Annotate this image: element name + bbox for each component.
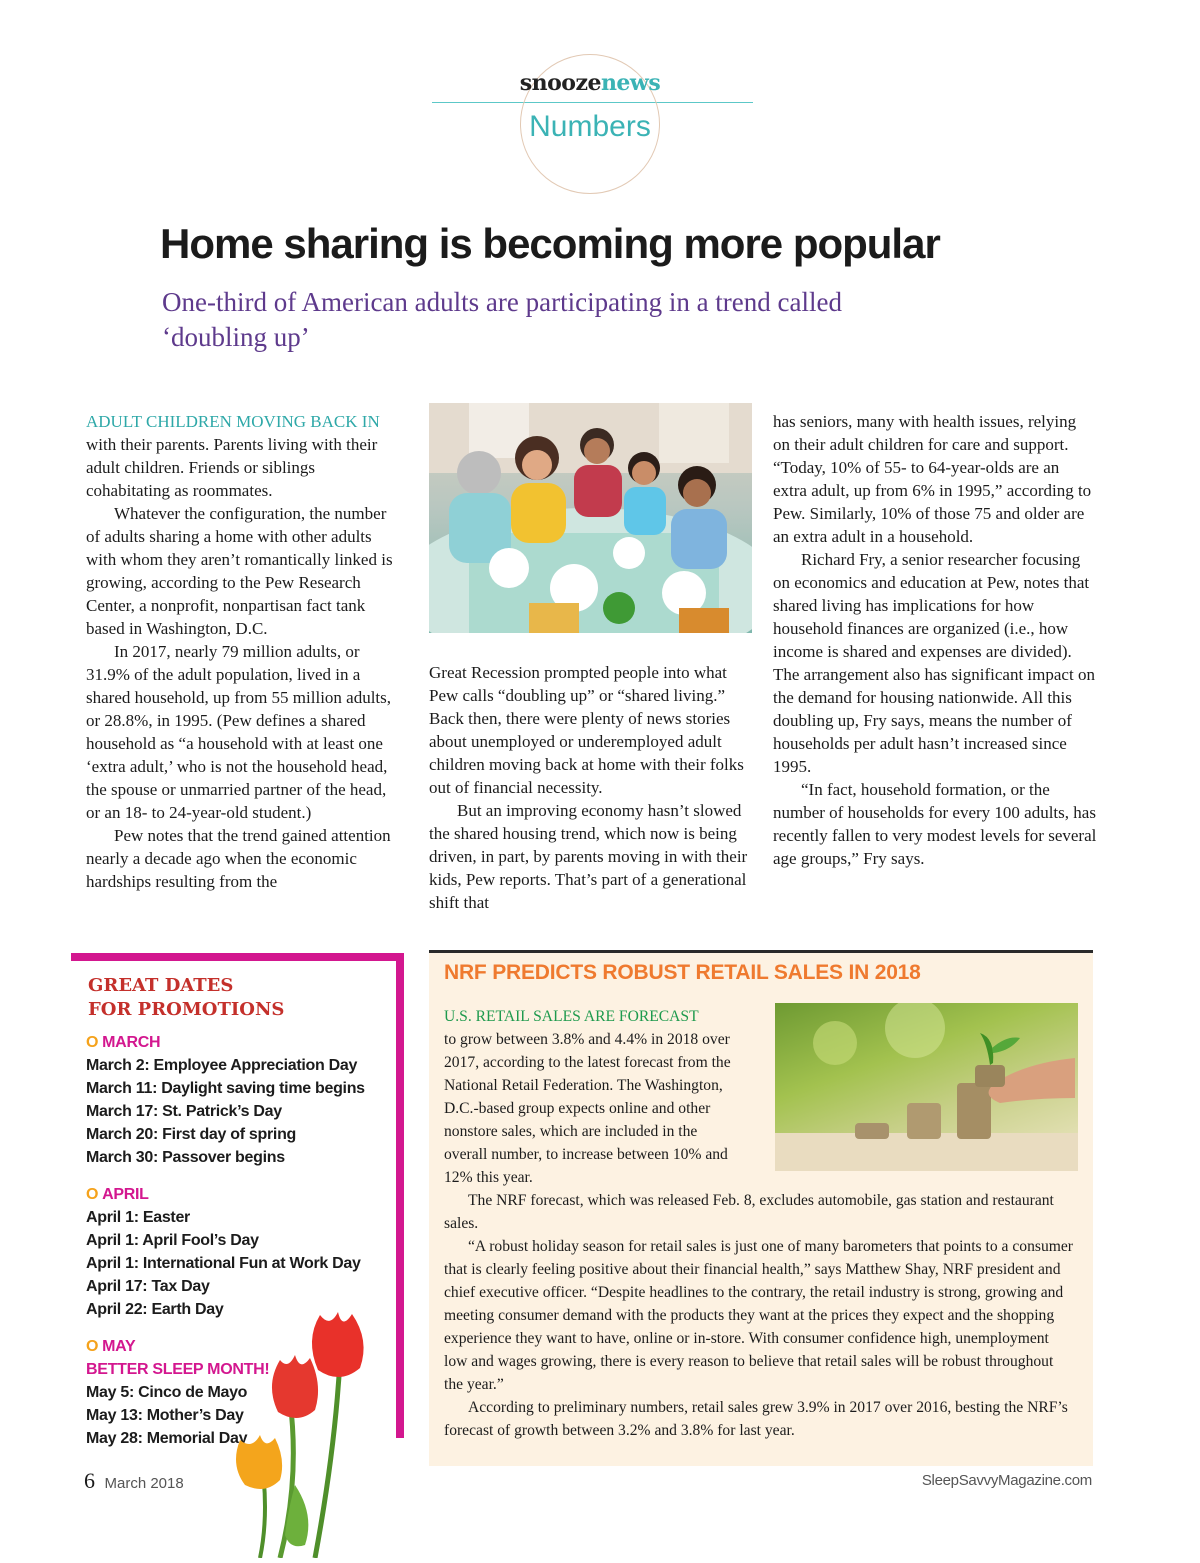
section-title: Numbers bbox=[529, 110, 651, 143]
brand-name-part1: snooze bbox=[519, 70, 601, 96]
paragraph: “In fact, household formation, or the number of households for every 100 adults, has recently fallen to very modest levels for several age groups,” Fry says. bbox=[773, 780, 1097, 868]
nrf-lead-in: U.S. RETAIL SALES ARE FORECAST bbox=[444, 1008, 699, 1025]
article-column-1 bbox=[86, 410, 398, 893]
list-item: April 22: Earth Day bbox=[86, 1301, 224, 1318]
list-item: April 1: International Fun at Work Day bbox=[86, 1255, 361, 1272]
promo-month-march bbox=[86, 1031, 386, 1169]
month-heading-march bbox=[86, 1031, 386, 1054]
issue-date: March 2018 bbox=[104, 1475, 184, 1492]
list-item: March 17: St. Patrick’s Day bbox=[86, 1103, 282, 1120]
brand-name-part2: news bbox=[600, 70, 661, 96]
page-footer-left bbox=[84, 1468, 184, 1494]
paragraph: But an improving economy hasn’t slowed the shared housing trend, which now is being driven, in part, by parents moving in with their kids, Pew reports. That’s part of a generational shift that bbox=[429, 801, 748, 912]
article-subhead: One-third of American adults are participating in a trend called ‘doubling up’ bbox=[162, 287, 842, 352]
family-dinner-illustration bbox=[429, 403, 752, 633]
nrf-title: NRF PREDICTS ROBUST RETAIL SALES IN 2018 bbox=[444, 961, 921, 984]
paragraph: “A robust holiday season for retail sales is just one of many barometers that points to a consumer that is clearly feeling positive about their financial health,” says Matthew Shay, NRF president and chief executive officer. “Despite headlines to the contrary, the retail industry is strong, growing and meeting consumer demand with the products they want at the prices they expect and the shopping experience they want to have, online or in-store. With consumer confidence high, unemployment low and wages growing, there is every reason to believe that retail sales will be robust throughout the year.” bbox=[444, 1238, 1073, 1393]
article-column-3 bbox=[773, 410, 1097, 870]
paragraph: According to preliminary numbers, retail sales grew 3.9% in 2017 over 2016, besting the NRF’s forecast of growth between 3.2% and 3.8% for last year. bbox=[444, 1399, 1068, 1439]
promo-title-line1: GREAT DATES bbox=[88, 975, 234, 996]
list-item: March 30: Passover begins bbox=[86, 1149, 285, 1166]
list-item: May 13: Mother’s Day bbox=[86, 1407, 244, 1424]
promo-title-line2: FOR PROMOTIONS bbox=[88, 999, 285, 1020]
paragraph: Great Recession prompted people into what Pew calls “doubling up” or “shared living.” Back then, there were plenty of news stories about unemployed or underemployed adult children moving back at home with their folks out of financial necessity. bbox=[429, 663, 744, 797]
paragraph: The NRF forecast, which was released Feb. 8, excludes automobile, gas station and restaurant sales. bbox=[444, 1192, 1054, 1232]
brand-logo bbox=[490, 70, 690, 96]
family-dinner-photo bbox=[429, 403, 752, 633]
list-item: April 1: Easter bbox=[86, 1209, 190, 1226]
month-subtitle: BETTER SLEEP MONTH! bbox=[86, 1361, 270, 1378]
tulip-icon bbox=[220, 1300, 420, 1558]
promo-title bbox=[88, 974, 388, 1022]
list-item: May 28: Memorial Day bbox=[86, 1430, 248, 1447]
tulip-flowers-illustration bbox=[220, 1300, 420, 1558]
list-item: March 20: First day of spring bbox=[86, 1126, 297, 1143]
month-label: APRIL bbox=[102, 1186, 149, 1203]
paragraph: with their parents. Parents living with their adult children. Friends or siblings cohabitating as roommates. bbox=[86, 435, 378, 500]
month-heading-april bbox=[86, 1183, 386, 1206]
circle-bullet-icon: O bbox=[86, 1034, 99, 1051]
article-lead-in: ADULT CHILDREN MOVING BACK IN bbox=[86, 412, 380, 431]
article-headline: Home sharing is becoming more popular bbox=[160, 220, 940, 267]
list-item: March 11: Daylight saving time begins bbox=[86, 1080, 365, 1097]
paragraph: has seniors, many with health issues, relying on their adult children for care and support. “Today, 10% of 55- to 64-year-olds are an extra adult, up from 6% in 1995,” according to Pew. Similarly, 10% of those 75 and older are an extra adult in a household. bbox=[773, 412, 1092, 546]
paragraph: to grow between 3.8% and 4.4% in 2018 over 2017, according to the latest forecast from the National Retail Federation. The Washington, D.C.-based group expects online and other nonstore sales, which are included in the overall number, to increase between 10% and 12% this year. bbox=[444, 1031, 731, 1186]
month-label: MAY bbox=[102, 1338, 136, 1355]
month-label: MARCH bbox=[102, 1034, 161, 1051]
circle-bullet-icon: O bbox=[86, 1186, 99, 1203]
page-number: 6 bbox=[84, 1468, 95, 1493]
paragraph: Pew notes that the trend gained attention nearly a decade ago when the economic hardships resulting from the bbox=[86, 826, 391, 891]
photo-spacer bbox=[744, 1005, 1074, 1171]
nrf-article-text bbox=[444, 1005, 1074, 1442]
nrf-top-rule bbox=[429, 950, 1093, 953]
list-item: May 5: Cinco de Mayo bbox=[86, 1384, 248, 1401]
promo-border-top bbox=[71, 953, 404, 961]
paragraph: In 2017, nearly 79 million adults, or 31.9% of the adult population, lived in a shared household, up from 55 million adults, or 28.8%, in 1995. (Pew defines a shared household as “a household with at least one ‘extra adult,’ who is not the household head, the spouse or unmarried partner of the head, or an 18- to 24-year-old student.) bbox=[86, 642, 392, 822]
list-item: March 2: Employee Appreciation Day bbox=[86, 1057, 358, 1074]
paragraph: Richard Fry, a senior researcher focusing on economics and education at Pew, notes that shared living has implications for how household finances are organized (i.e., how income is shared and expenses are divided). The arrangement also has significant impact on the demand for housing nationwide. All this doubling up, Fry says, means the number of households per adult hasn’t increased since 1995. bbox=[773, 550, 1095, 776]
circle-bullet-icon: O bbox=[86, 1338, 99, 1355]
list-item: April 17: Tax Day bbox=[86, 1278, 210, 1295]
paragraph: Whatever the configuration, the number of adults sharing a home with other adults with whom they aren’t romantically linked is growing, according to the Pew Research Center, a nonprofit, nonpartisan fact tank based in Washington, D.C. bbox=[86, 504, 393, 638]
website-url: SleepSavvyMagazine.com bbox=[921, 1472, 1092, 1489]
article-column-2 bbox=[429, 661, 749, 914]
list-item: April 1: April Fool’s Day bbox=[86, 1232, 259, 1249]
